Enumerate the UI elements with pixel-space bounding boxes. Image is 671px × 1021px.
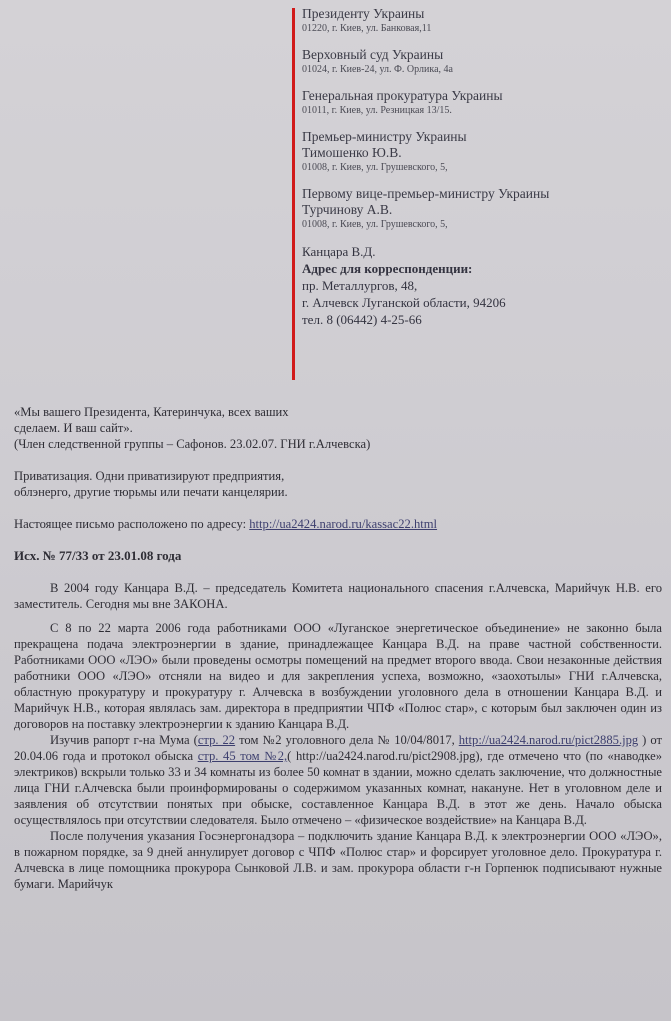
quote-attribution: (Член следственной группы – Сафонов. 23.02.07. ГНИ г.Алчевска): [14, 437, 371, 451]
location-text: Настоящее письмо расположено по адресу:: [14, 517, 250, 531]
addressee-address: 01024, г. Киев-24, ул. Ф. Орлика, 4а: [302, 64, 453, 75]
addressee-person: Тимошенко Ю.В.: [302, 145, 402, 160]
addressee: [302, 88, 662, 117]
addressee-block: [302, 6, 662, 328]
paragraph: С 8 по 22 марта 2006 года работниками ООО «Луганское энергетическое объединение» не законно была прекращена подача электроэнергии в здание, принадлежащее Канцара В.Д. на праве частной собственности. Работниками ООО «ЛЭО» были проведены осмотры помещений на предмет второго ввода. Свои незаконные действия работники ООО «ЛЭО» отсняли на видео и для закрепления успеха, возможно, «заохотылы» ГНИ г.Алчевска, областную прокуратуру и прокуратуру г. Алчевска в возбуждении уголовного дела в отношении Канцара В.Д. и Марийчук Н.В., которая являлась зам. директора в предприятии ЧПФ «Полюс стар», с которым был заключен один из договоров на поставку электроэнергии к зданию Канцара В.Д.: [14, 621, 662, 731]
sender-city: г. Алчевск Луганской области, 94206: [302, 295, 506, 310]
page-ref-link[interactable]: стр. 22: [197, 733, 236, 747]
sender-street: пр. Металлургов, 48,: [302, 278, 418, 293]
addressee: [302, 6, 662, 35]
letter-body: [14, 404, 662, 892]
privatization-line: облэнерго, другие тюрьмы или печати канцелярии.: [14, 485, 288, 499]
photo-link[interactable]: http://ua2424.narod.ru/pict2885.jpg: [458, 733, 639, 747]
addressee: [302, 129, 662, 174]
addressee-name: Премьер-министру Украины: [302, 129, 467, 144]
addressee: [302, 186, 662, 231]
paragraph: После получения указания Госэнергонадзора – подключить здание Канцара В.Д. к электроэнергии ООО «ЛЭО», в пожарном порядке, за 9 дней аннулирует договор с ЧПФ «Полюс стар» и форсирует уголовное дело. Прокуратура г. Алчевска в лице помощника прокурора Сынковой Л.В. и зам. прокурора области г-н Горпенюк подписывают нужные бумаги. Марийчук: [14, 829, 662, 891]
addressee-address: 01220, г. Киев, ул. Банковая,11: [302, 23, 432, 34]
addressee-name: Президенту Украины: [302, 6, 425, 21]
sender-name: Канцара В.Д.: [302, 244, 376, 259]
quote-line: сделаем. И ваш сайт».: [14, 421, 133, 435]
quote-line: «Мы вашего Президента, Катеринчука, всех ваших: [14, 405, 289, 419]
addressee-address: 01008, г. Киев, ул. Грушевского, 5,: [302, 162, 448, 173]
sender-block: [302, 243, 662, 328]
margin-line: [292, 8, 295, 380]
location-line: [14, 516, 662, 532]
page-ref-link[interactable]: стр. 45 том №2,: [197, 749, 288, 763]
privatization-line: Приватизация. Одни приватизируют предприятия,: [14, 469, 285, 483]
paragraph: В 2004 году Канцара В.Д. – председатель Комитета национального спасения г.Алчевска, Марийчук Н.В. его заместитель. Сегодня мы вне ЗАКОНА.: [14, 581, 662, 611]
addressee-name: Верховный суд Украины: [302, 47, 444, 62]
addressee: [302, 47, 662, 76]
outgoing-reference: Исх. № 77/33 от 23.01.08 года: [14, 548, 182, 563]
paragraph: Изучив рапорт г-на Мума (стр. 22 том №2 уголовного дела № 10/04/8017, http://ua2424.narod.ru/pict2885.jpg ) от 20.04.06 года и протокол обыска стр. 45 том №2,( http://ua2424.narod.ru/pict2908.jpg), где отмечено что (по «наводке» электриков) вскрыли только 33 и 34 комнаты из более 50 комнат в здании, можно сделать заключение, что должностные лица ГНИ г.Алчевска были проинформированы о содержимом указанных комнат, накануне. Нет в уголовном деле и заявления об отсутствии понятых при обыске, составленное Канцара В.Д. в этот же день. Начало обыска осуществлялось при отсутствии следователя. Было отмечено – «физическое воздействие» на Канцара В.Д.: [14, 733, 662, 827]
addressee-name: Генеральная прокуратура Украины: [302, 88, 503, 103]
addressee-address: 01011, г. Киев, ул. Резницкая 13/15.: [302, 105, 452, 116]
sender-phone: тел. 8 (06442) 4-25-66: [302, 312, 422, 327]
sender-address-label: Адрес для корреспонденции:: [302, 261, 473, 276]
letter-url-link[interactable]: http://ua2424.narod.ru/kassac22.html: [249, 517, 438, 531]
addressee-address: 01008, г. Киев, ул. Грушевского, 5,: [302, 219, 448, 230]
addressee-person: Турчинову А.В.: [302, 202, 393, 217]
addressee-name: Первому вице-премьер-министру Украины: [302, 186, 550, 201]
